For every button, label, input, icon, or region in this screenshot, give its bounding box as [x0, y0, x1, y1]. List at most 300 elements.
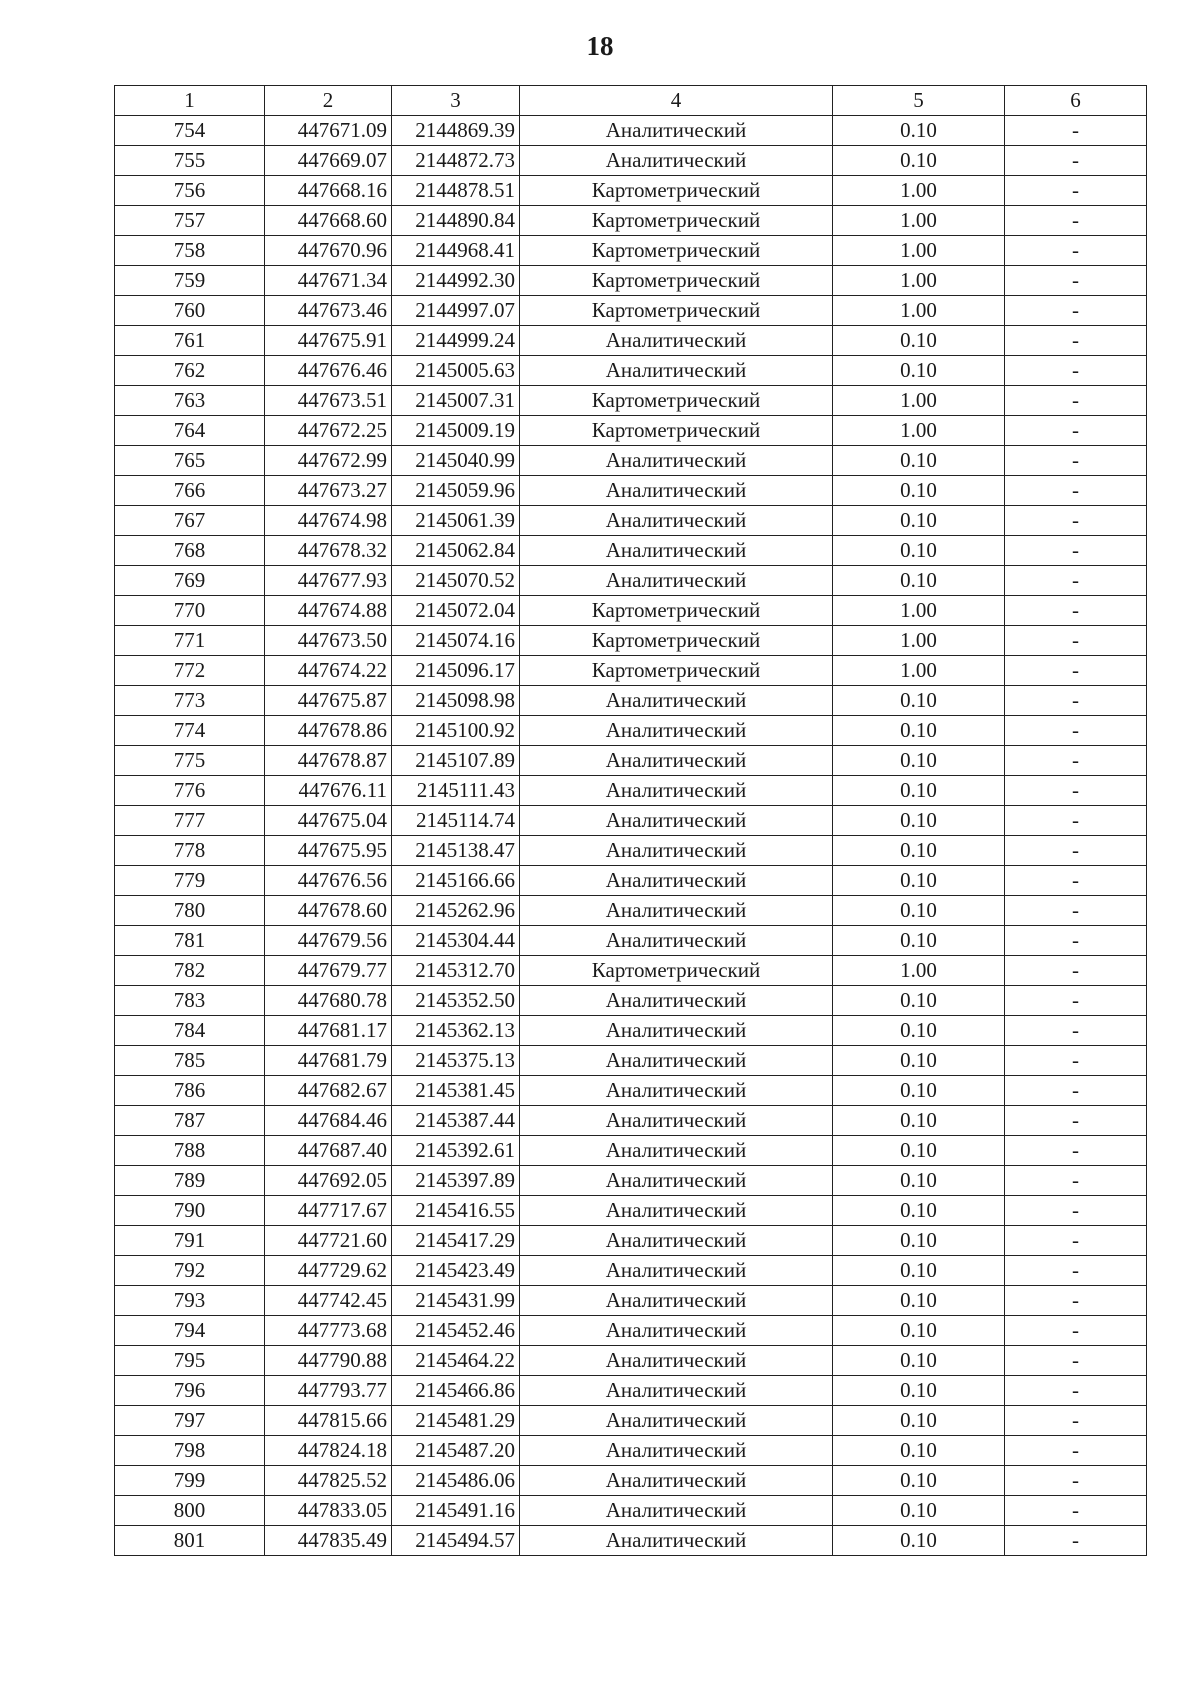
method-cell: Картометрический [520, 596, 833, 626]
table-row [115, 686, 1147, 716]
note-cell: - [1005, 986, 1147, 1016]
accuracy-cell: 0.10 [833, 1106, 1005, 1136]
y-coordinate-cell: 2145375.13 [392, 1046, 520, 1076]
table-row [115, 656, 1147, 686]
y-coordinate-cell: 2145304.44 [392, 926, 520, 956]
note-cell: - [1005, 686, 1147, 716]
x-coordinate-cell: 447773.68 [265, 1316, 392, 1346]
table-row [115, 1286, 1147, 1316]
table-row [115, 716, 1147, 746]
page-number: 18 [586, 31, 614, 61]
coordinates-table [114, 85, 1147, 1556]
method-cell: Аналитический [520, 1286, 833, 1316]
table-row [115, 746, 1147, 776]
point-number-cell: 778 [115, 836, 265, 866]
point-number-cell: 785 [115, 1046, 265, 1076]
accuracy-cell: 0.10 [833, 1226, 1005, 1256]
x-coordinate-cell: 447668.60 [265, 206, 392, 236]
note-cell: - [1005, 326, 1147, 356]
method-cell: Аналитический [520, 896, 833, 926]
method-cell: Аналитический [520, 806, 833, 836]
table-row [115, 296, 1147, 326]
x-coordinate-cell: 447678.86 [265, 716, 392, 746]
method-cell: Картометрический [520, 236, 833, 266]
table-row [115, 1466, 1147, 1496]
table-row [115, 926, 1147, 956]
method-cell: Аналитический [520, 1256, 833, 1286]
point-number-cell: 763 [115, 386, 265, 416]
note-cell: - [1005, 1346, 1147, 1376]
table-row [115, 236, 1147, 266]
note-cell: - [1005, 596, 1147, 626]
y-coordinate-cell: 2145416.55 [392, 1196, 520, 1226]
column-header-3: 3 [392, 86, 520, 116]
accuracy-cell: 0.10 [833, 836, 1005, 866]
point-number-cell: 759 [115, 266, 265, 296]
y-coordinate-cell: 2144997.07 [392, 296, 520, 326]
accuracy-cell: 0.10 [833, 1016, 1005, 1046]
point-number-cell: 770 [115, 596, 265, 626]
table-row [115, 956, 1147, 986]
method-cell: Картометрический [520, 416, 833, 446]
y-coordinate-cell: 2145166.66 [392, 866, 520, 896]
note-cell: - [1005, 1076, 1147, 1106]
accuracy-cell: 0.10 [833, 1316, 1005, 1346]
x-coordinate-cell: 447835.49 [265, 1526, 392, 1556]
y-coordinate-cell: 2145452.46 [392, 1316, 520, 1346]
y-coordinate-cell: 2145352.50 [392, 986, 520, 1016]
method-cell: Аналитический [520, 356, 833, 386]
point-number-cell: 766 [115, 476, 265, 506]
point-number-cell: 786 [115, 1076, 265, 1106]
y-coordinate-cell: 2145072.04 [392, 596, 520, 626]
table-row [115, 1166, 1147, 1196]
method-cell: Аналитический [520, 566, 833, 596]
table-body [115, 116, 1147, 1556]
x-coordinate-cell: 447675.91 [265, 326, 392, 356]
note-cell: - [1005, 266, 1147, 296]
method-cell: Картометрический [520, 626, 833, 656]
y-coordinate-cell: 2145423.49 [392, 1256, 520, 1286]
column-header-1: 1 [115, 86, 265, 116]
y-coordinate-cell: 2145098.98 [392, 686, 520, 716]
table-row [115, 476, 1147, 506]
x-coordinate-cell: 447676.46 [265, 356, 392, 386]
table-row [115, 206, 1147, 236]
y-coordinate-cell: 2144878.51 [392, 176, 520, 206]
method-cell: Аналитический [520, 326, 833, 356]
note-cell: - [1005, 1256, 1147, 1286]
column-header-6: 6 [1005, 86, 1147, 116]
y-coordinate-cell: 2145417.29 [392, 1226, 520, 1256]
note-cell: - [1005, 626, 1147, 656]
note-cell: - [1005, 1196, 1147, 1226]
accuracy-cell: 0.10 [833, 536, 1005, 566]
x-coordinate-cell: 447675.87 [265, 686, 392, 716]
point-number-cell: 789 [115, 1166, 265, 1196]
x-coordinate-cell: 447684.46 [265, 1106, 392, 1136]
accuracy-cell: 1.00 [833, 416, 1005, 446]
accuracy-cell: 1.00 [833, 656, 1005, 686]
method-cell: Аналитический [520, 1346, 833, 1376]
note-cell: - [1005, 296, 1147, 326]
method-cell: Картометрический [520, 656, 833, 686]
point-number-cell: 774 [115, 716, 265, 746]
note-cell: - [1005, 956, 1147, 986]
note-cell: - [1005, 506, 1147, 536]
accuracy-cell: 0.10 [833, 356, 1005, 386]
y-coordinate-cell: 2145387.44 [392, 1106, 520, 1136]
point-number-cell: 765 [115, 446, 265, 476]
y-coordinate-cell: 2145059.96 [392, 476, 520, 506]
note-cell: - [1005, 236, 1147, 266]
table-row [115, 836, 1147, 866]
table-row [115, 446, 1147, 476]
point-number-cell: 779 [115, 866, 265, 896]
point-number-cell: 762 [115, 356, 265, 386]
note-cell: - [1005, 1376, 1147, 1406]
method-cell: Аналитический [520, 1046, 833, 1076]
point-number-cell: 767 [115, 506, 265, 536]
method-cell: Аналитический [520, 1106, 833, 1136]
x-coordinate-cell: 447687.40 [265, 1136, 392, 1166]
x-coordinate-cell: 447815.66 [265, 1406, 392, 1436]
accuracy-cell: 1.00 [833, 596, 1005, 626]
method-cell: Аналитический [520, 536, 833, 566]
point-number-cell: 756 [115, 176, 265, 206]
accuracy-cell: 0.10 [833, 476, 1005, 506]
y-coordinate-cell: 2145007.31 [392, 386, 520, 416]
table-row [115, 356, 1147, 386]
note-cell: - [1005, 1436, 1147, 1466]
point-number-cell: 798 [115, 1436, 265, 1466]
point-number-cell: 768 [115, 536, 265, 566]
accuracy-cell: 1.00 [833, 296, 1005, 326]
point-number-cell: 783 [115, 986, 265, 1016]
x-coordinate-cell: 447681.17 [265, 1016, 392, 1046]
method-cell: Аналитический [520, 1226, 833, 1256]
accuracy-cell: 0.10 [833, 1136, 1005, 1166]
y-coordinate-cell: 2145262.96 [392, 896, 520, 926]
accuracy-cell: 0.10 [833, 896, 1005, 926]
point-number-cell: 760 [115, 296, 265, 326]
note-cell: - [1005, 746, 1147, 776]
accuracy-cell: 0.10 [833, 1076, 1005, 1106]
accuracy-cell: 0.10 [833, 1466, 1005, 1496]
point-number-cell: 801 [115, 1526, 265, 1556]
note-cell: - [1005, 776, 1147, 806]
method-cell: Аналитический [520, 1436, 833, 1466]
table-row [115, 176, 1147, 206]
point-number-cell: 795 [115, 1346, 265, 1376]
table-row [115, 1346, 1147, 1376]
note-cell: - [1005, 1286, 1147, 1316]
x-coordinate-cell: 447670.96 [265, 236, 392, 266]
table-row [115, 536, 1147, 566]
y-coordinate-cell: 2145114.74 [392, 806, 520, 836]
table-row [115, 1526, 1147, 1556]
note-cell: - [1005, 926, 1147, 956]
x-coordinate-cell: 447668.16 [265, 176, 392, 206]
accuracy-cell: 0.10 [833, 566, 1005, 596]
method-cell: Аналитический [520, 986, 833, 1016]
note-cell: - [1005, 1106, 1147, 1136]
table-row [115, 896, 1147, 926]
method-cell: Картометрический [520, 176, 833, 206]
accuracy-cell: 0.10 [833, 806, 1005, 836]
accuracy-cell: 0.10 [833, 446, 1005, 476]
accuracy-cell: 0.10 [833, 746, 1005, 776]
point-number-cell: 800 [115, 1496, 265, 1526]
y-coordinate-cell: 2145494.57 [392, 1526, 520, 1556]
y-coordinate-cell: 2144968.41 [392, 236, 520, 266]
point-number-cell: 754 [115, 116, 265, 146]
x-coordinate-cell: 447674.98 [265, 506, 392, 536]
method-cell: Картометрический [520, 266, 833, 296]
y-coordinate-cell: 2145074.16 [392, 626, 520, 656]
point-number-cell: 787 [115, 1106, 265, 1136]
point-number-cell: 780 [115, 896, 265, 926]
y-coordinate-cell: 2145040.99 [392, 446, 520, 476]
accuracy-cell: 0.10 [833, 1376, 1005, 1406]
accuracy-cell: 1.00 [833, 236, 1005, 266]
point-number-cell: 757 [115, 206, 265, 236]
x-coordinate-cell: 447825.52 [265, 1466, 392, 1496]
note-cell: - [1005, 566, 1147, 596]
accuracy-cell: 0.10 [833, 1496, 1005, 1526]
y-coordinate-cell: 2145392.61 [392, 1136, 520, 1166]
note-cell: - [1005, 1466, 1147, 1496]
note-cell: - [1005, 1496, 1147, 1526]
accuracy-cell: 0.10 [833, 866, 1005, 896]
note-cell: - [1005, 896, 1147, 926]
table-header [115, 86, 1147, 116]
point-number-cell: 799 [115, 1466, 265, 1496]
table-row [115, 1046, 1147, 1076]
method-cell: Аналитический [520, 1316, 833, 1346]
x-coordinate-cell: 447676.56 [265, 866, 392, 896]
table-row [115, 1106, 1147, 1136]
accuracy-cell: 0.10 [833, 1286, 1005, 1316]
method-cell: Аналитический [520, 1016, 833, 1046]
accuracy-cell: 0.10 [833, 1196, 1005, 1226]
method-cell: Аналитический [520, 1196, 833, 1226]
note-cell: - [1005, 476, 1147, 506]
method-cell: Аналитический [520, 1376, 833, 1406]
table-row [115, 116, 1147, 146]
y-coordinate-cell: 2145100.92 [392, 716, 520, 746]
table-row [115, 866, 1147, 896]
x-coordinate-cell: 447721.60 [265, 1226, 392, 1256]
method-cell: Картометрический [520, 386, 833, 416]
y-coordinate-cell: 2145464.22 [392, 1346, 520, 1376]
note-cell: - [1005, 356, 1147, 386]
note-cell: - [1005, 1526, 1147, 1556]
table-row [115, 1436, 1147, 1466]
table-row [115, 506, 1147, 536]
accuracy-cell: 0.10 [833, 926, 1005, 956]
table-row [115, 386, 1147, 416]
point-number-cell: 775 [115, 746, 265, 776]
point-number-cell: 793 [115, 1286, 265, 1316]
x-coordinate-cell: 447673.50 [265, 626, 392, 656]
table-row [115, 1256, 1147, 1286]
x-coordinate-cell: 447672.99 [265, 446, 392, 476]
note-cell: - [1005, 1136, 1147, 1166]
table-row [115, 776, 1147, 806]
point-number-cell: 769 [115, 566, 265, 596]
x-coordinate-cell: 447675.95 [265, 836, 392, 866]
table-row [115, 986, 1147, 1016]
y-coordinate-cell: 2145487.20 [392, 1436, 520, 1466]
x-coordinate-cell: 447682.67 [265, 1076, 392, 1106]
accuracy-cell: 0.10 [833, 116, 1005, 146]
note-cell: - [1005, 1166, 1147, 1196]
method-cell: Аналитический [520, 506, 833, 536]
point-number-cell: 777 [115, 806, 265, 836]
accuracy-cell: 0.10 [833, 1436, 1005, 1466]
table-row [115, 146, 1147, 176]
x-coordinate-cell: 447824.18 [265, 1436, 392, 1466]
x-coordinate-cell: 447679.77 [265, 956, 392, 986]
y-coordinate-cell: 2145491.16 [392, 1496, 520, 1526]
y-coordinate-cell: 2145070.52 [392, 566, 520, 596]
accuracy-cell: 1.00 [833, 386, 1005, 416]
method-cell: Аналитический [520, 716, 833, 746]
point-number-cell: 771 [115, 626, 265, 656]
note-cell: - [1005, 656, 1147, 686]
accuracy-cell: 0.10 [833, 1346, 1005, 1376]
accuracy-cell: 0.10 [833, 1526, 1005, 1556]
x-coordinate-cell: 447676.11 [265, 776, 392, 806]
method-cell: Картометрический [520, 206, 833, 236]
y-coordinate-cell: 2145466.86 [392, 1376, 520, 1406]
x-coordinate-cell: 447677.93 [265, 566, 392, 596]
y-coordinate-cell: 2145107.89 [392, 746, 520, 776]
note-cell: - [1005, 806, 1147, 836]
x-coordinate-cell: 447674.22 [265, 656, 392, 686]
method-cell: Аналитический [520, 1496, 833, 1526]
table-row [115, 1496, 1147, 1526]
method-cell: Аналитический [520, 746, 833, 776]
accuracy-cell: 0.10 [833, 986, 1005, 1016]
table-row [115, 266, 1147, 296]
method-cell: Аналитический [520, 1466, 833, 1496]
y-coordinate-cell: 2144992.30 [392, 266, 520, 296]
point-number-cell: 772 [115, 656, 265, 686]
method-cell: Аналитический [520, 476, 833, 506]
note-cell: - [1005, 1016, 1147, 1046]
method-cell: Аналитический [520, 1076, 833, 1106]
note-cell: - [1005, 446, 1147, 476]
note-cell: - [1005, 146, 1147, 176]
point-number-cell: 792 [115, 1256, 265, 1286]
x-coordinate-cell: 447790.88 [265, 1346, 392, 1376]
x-coordinate-cell: 447742.45 [265, 1286, 392, 1316]
y-coordinate-cell: 2145381.45 [392, 1076, 520, 1106]
y-coordinate-cell: 2145005.63 [392, 356, 520, 386]
note-cell: - [1005, 416, 1147, 446]
accuracy-cell: 1.00 [833, 956, 1005, 986]
x-coordinate-cell: 447793.77 [265, 1376, 392, 1406]
method-cell: Аналитический [520, 1526, 833, 1556]
y-coordinate-cell: 2145009.19 [392, 416, 520, 446]
point-number-cell: 790 [115, 1196, 265, 1226]
x-coordinate-cell: 447678.32 [265, 536, 392, 566]
x-coordinate-cell: 447692.05 [265, 1166, 392, 1196]
note-cell: - [1005, 1316, 1147, 1346]
y-coordinate-cell: 2145312.70 [392, 956, 520, 986]
method-cell: Аналитический [520, 686, 833, 716]
point-number-cell: 764 [115, 416, 265, 446]
table-row [115, 1226, 1147, 1256]
table-row [115, 1316, 1147, 1346]
y-coordinate-cell: 2145111.43 [392, 776, 520, 806]
table-row [115, 1196, 1147, 1226]
accuracy-cell: 0.10 [833, 686, 1005, 716]
y-coordinate-cell: 2144999.24 [392, 326, 520, 356]
accuracy-cell: 0.10 [833, 716, 1005, 746]
accuracy-cell: 0.10 [833, 146, 1005, 176]
note-cell: - [1005, 866, 1147, 896]
note-cell: - [1005, 1046, 1147, 1076]
y-coordinate-cell: 2145486.06 [392, 1466, 520, 1496]
point-number-cell: 784 [115, 1016, 265, 1046]
table-row [115, 1406, 1147, 1436]
y-coordinate-cell: 2145481.29 [392, 1406, 520, 1436]
header-row [115, 86, 1147, 116]
y-coordinate-cell: 2145431.99 [392, 1286, 520, 1316]
x-coordinate-cell: 447673.27 [265, 476, 392, 506]
point-number-cell: 797 [115, 1406, 265, 1436]
method-cell: Аналитический [520, 116, 833, 146]
method-cell: Аналитический [520, 446, 833, 476]
point-number-cell: 794 [115, 1316, 265, 1346]
accuracy-cell: 0.10 [833, 1406, 1005, 1436]
method-cell: Аналитический [520, 836, 833, 866]
table-row [115, 1076, 1147, 1106]
note-cell: - [1005, 536, 1147, 566]
accuracy-cell: 0.10 [833, 1046, 1005, 1076]
point-number-cell: 782 [115, 956, 265, 986]
note-cell: - [1005, 176, 1147, 206]
x-coordinate-cell: 447717.67 [265, 1196, 392, 1226]
y-coordinate-cell: 2145138.47 [392, 836, 520, 866]
x-coordinate-cell: 447681.79 [265, 1046, 392, 1076]
column-header-5: 5 [833, 86, 1005, 116]
point-number-cell: 791 [115, 1226, 265, 1256]
method-cell: Картометрический [520, 956, 833, 986]
accuracy-cell: 0.10 [833, 506, 1005, 536]
note-cell: - [1005, 716, 1147, 746]
table-row [115, 806, 1147, 836]
note-cell: - [1005, 386, 1147, 416]
x-coordinate-cell: 447680.78 [265, 986, 392, 1016]
x-coordinate-cell: 447675.04 [265, 806, 392, 836]
point-number-cell: 788 [115, 1136, 265, 1166]
accuracy-cell: 1.00 [833, 206, 1005, 236]
y-coordinate-cell: 2145062.84 [392, 536, 520, 566]
x-coordinate-cell: 447678.60 [265, 896, 392, 926]
x-coordinate-cell: 447671.09 [265, 116, 392, 146]
x-coordinate-cell: 447678.87 [265, 746, 392, 776]
x-coordinate-cell: 447672.25 [265, 416, 392, 446]
y-coordinate-cell: 2144890.84 [392, 206, 520, 236]
table-row [115, 1376, 1147, 1406]
table-row [115, 1016, 1147, 1046]
table-row [115, 416, 1147, 446]
x-coordinate-cell: 447729.62 [265, 1256, 392, 1286]
